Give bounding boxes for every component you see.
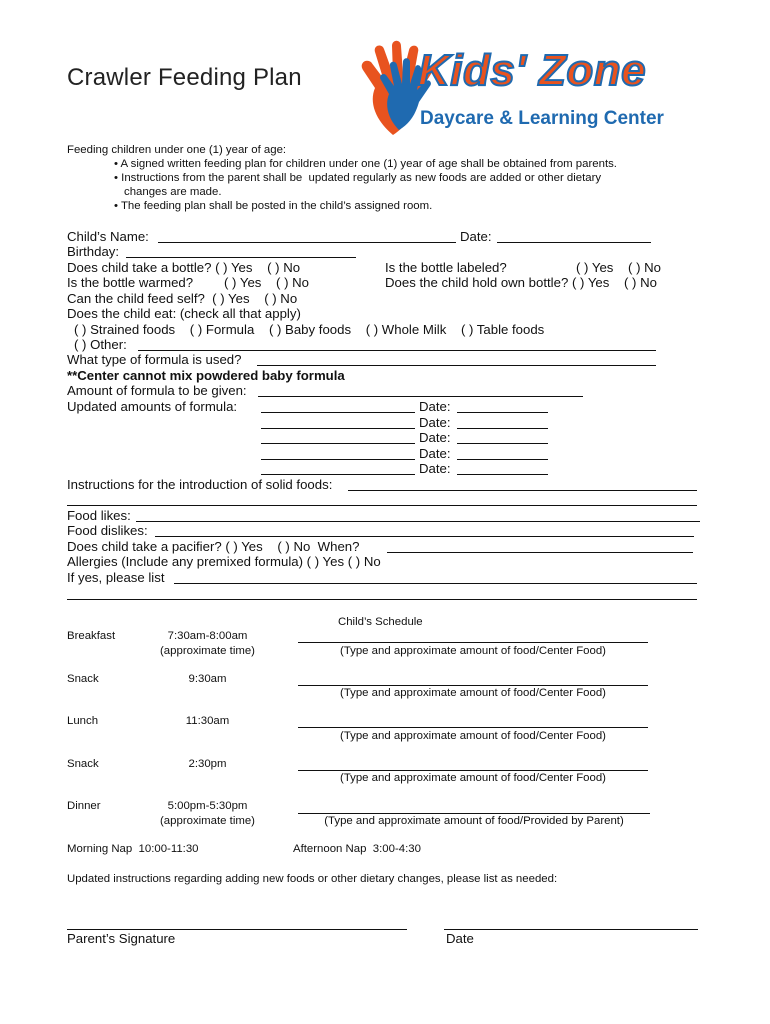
amount-field[interactable] — [261, 428, 415, 429]
schedule-time-note: (approximate time) — [160, 815, 255, 827]
pacifier-question[interactable]: Does child take a pacifier? ( ) Yes ( ) No When? — [67, 539, 360, 554]
amount-date-label: Date: — [419, 446, 451, 461]
schedule-meal: Snack — [67, 673, 99, 685]
bottle-warmed-question: Is the bottle warmed? — [67, 275, 194, 290]
schedule-meal: Snack — [67, 758, 99, 770]
child-name-field[interactable] — [158, 242, 456, 243]
amount-date-field[interactable] — [457, 412, 548, 413]
schedule-food-field[interactable] — [298, 727, 648, 728]
parent-signature-field[interactable] — [67, 929, 407, 930]
bottle-warmed-options[interactable]: ( ) Yes ( ) No — [224, 275, 310, 290]
hold-bottle-question[interactable]: Does the child hold own bottle? ( ) Yes ( ) No — [385, 275, 657, 290]
intro-bullet-2-cont: changes are made. — [124, 186, 222, 198]
feed-self-question[interactable]: Can the child feed self? ( ) Yes ( ) No — [67, 291, 298, 306]
food-likes-label: Food likes: — [67, 508, 131, 523]
amount-field[interactable] — [261, 443, 415, 444]
schedule-food-field[interactable] — [298, 813, 650, 814]
schedule-instruction: (Type and approximate amount of food/Center Food) — [340, 687, 606, 699]
schedule-meal: Dinner — [67, 800, 101, 812]
amount-field[interactable] — [261, 412, 415, 413]
solid-foods-label: Instructions for the introduction of solid foods: — [67, 477, 333, 492]
amount-date-label: Date: — [419, 430, 451, 445]
formula-amount-field[interactable] — [258, 396, 583, 397]
schedule-food-field[interactable] — [298, 770, 648, 771]
eat-question: Does the child eat: (check all that apply) — [67, 306, 301, 321]
other-label[interactable]: ( ) Other: — [74, 337, 127, 352]
schedule-time: 11:30am — [185, 715, 230, 727]
amount-field[interactable] — [261, 474, 415, 475]
schedule-instruction: (Type and approximate amount of food/Center Food) — [340, 645, 606, 657]
pacifier-when-field[interactable] — [387, 552, 693, 553]
schedule-time-note: (approximate time) — [160, 645, 255, 657]
allergies-list-field-2[interactable] — [67, 599, 697, 600]
intro-bullet-1: • A signed written feeding plan for children under one (1) year of age shall be obtained from parents. — [114, 158, 617, 170]
amount-date-label: Date: — [419, 461, 451, 476]
food-dislikes-label: Food dislikes: — [67, 523, 148, 538]
updated-amounts-label: Updated amounts of formula: — [67, 399, 238, 414]
schedule-food-field[interactable] — [298, 685, 648, 686]
bottle-question[interactable]: Does child take a bottle? ( ) Yes ( ) No — [67, 260, 301, 275]
schedule-heading: Child’s Schedule — [338, 616, 423, 628]
bullet-text: The feeding plan shall be posted in the child’s assigned room. — [120, 200, 433, 212]
date-field[interactable] — [497, 242, 651, 243]
allergies-question[interactable]: Allergies (Include any premixed formula) ( ) Yes ( ) No — [67, 554, 381, 569]
page-title: Crawler Feeding Plan — [67, 64, 302, 91]
amount-date-field[interactable] — [457, 443, 548, 444]
bottle-labeled-options[interactable]: ( ) Yes ( ) No — [576, 260, 662, 275]
food-likes-field[interactable] — [136, 521, 700, 522]
schedule-food-field[interactable] — [298, 642, 648, 643]
other-field[interactable] — [138, 350, 656, 351]
updated-instructions-label: Updated instructions regarding adding new foods or other dietary changes, please list as needed: — [67, 873, 558, 885]
bottle-labeled-question: Is the bottle labeled? — [385, 260, 507, 275]
allergies-list-field[interactable] — [174, 583, 697, 584]
signature-date-label: Date — [446, 931, 474, 946]
schedule-instruction: (Type and approximate amount of food/Center Food) — [340, 772, 606, 784]
amount-date-field[interactable] — [457, 459, 548, 460]
birthday-label: Birthday: — [67, 244, 120, 259]
schedule-instruction: (Type and approximate amount of food/Provided by Parent) — [324, 815, 624, 827]
child-name-label: Child’s Name: — [67, 229, 149, 244]
logo-subtitle: Daycare & Learning Center — [420, 108, 664, 129]
schedule-time: 7:30am-8:00am — [167, 630, 248, 642]
formula-type-label: What type of formula is used? — [67, 352, 242, 367]
eat-options[interactable]: ( ) Strained foods ( ) Formula ( ) Baby foods ( ) Whole Milk ( ) Table foods — [74, 322, 545, 337]
intro-bullet-2: • Instructions from the parent shall be updated regularly as new foods are added or other dietary — [114, 172, 602, 184]
intro-bullet-3: • The feeding plan shall be posted in the child’s assigned room. — [114, 200, 433, 212]
amount-date-label: Date: — [419, 399, 451, 414]
formula-type-field[interactable] — [257, 365, 656, 366]
if-yes-label: If yes, please list — [67, 570, 165, 585]
logo-name: Kids' Zone — [418, 46, 647, 95]
morning-nap: Morning Nap 10:00-11:30 — [67, 843, 199, 855]
amount-date-label: Date: — [419, 415, 451, 430]
formula-warning: **Center cannot mix powdered baby formula — [67, 368, 345, 383]
solid-foods-field[interactable] — [348, 490, 697, 491]
schedule-time: 9:30am — [188, 673, 227, 685]
bullet-text: A signed written feeding plan for children under one (1) year of age shall be obtained from parents. — [120, 158, 617, 170]
solid-foods-field-2[interactable] — [67, 505, 697, 506]
amount-date-field[interactable] — [457, 428, 548, 429]
amount-field[interactable] — [261, 459, 415, 460]
schedule-instruction: (Type and approximate amount of food/Center Food) — [340, 730, 606, 742]
bullet-text: Instructions from the parent shall be updated regularly as new foods are added or other dietary — [121, 172, 602, 184]
food-dislikes-field[interactable] — [155, 536, 694, 537]
schedule-time: 2:30pm — [188, 758, 227, 770]
formula-amount-label: Amount of formula to be given: — [67, 383, 247, 398]
birthday-field[interactable] — [126, 257, 356, 258]
date-label: Date: — [460, 229, 492, 244]
parent-signature-label: Parent’s Signature — [67, 931, 176, 946]
amount-date-field[interactable] — [457, 474, 548, 475]
schedule-time: 5:00pm-5:30pm — [167, 800, 248, 812]
intro-heading: Feeding children under one (1) year of age: — [67, 144, 287, 156]
afternoon-nap: Afternoon Nap 3:00-4:30 — [293, 843, 421, 855]
schedule-meal: Breakfast — [67, 630, 116, 642]
signature-date-field[interactable] — [444, 929, 698, 930]
schedule-meal: Lunch — [67, 715, 99, 727]
